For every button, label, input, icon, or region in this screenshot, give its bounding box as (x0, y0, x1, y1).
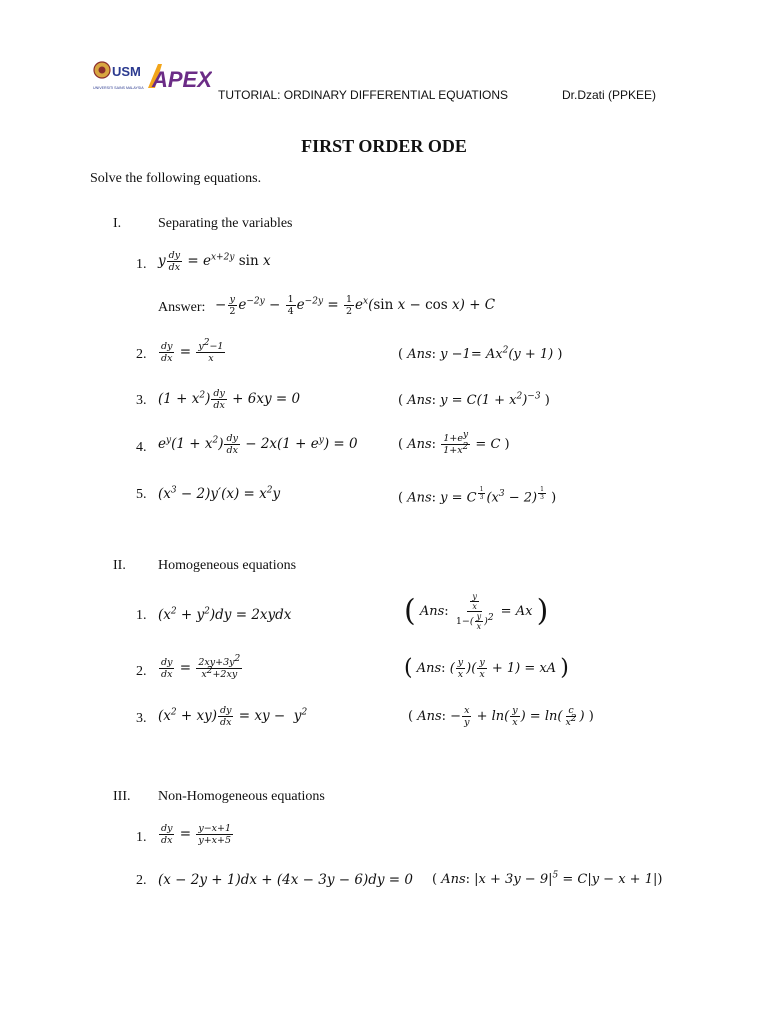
answer: − $\frac{y}{2}$ $e^{-2y}$ − $\frac{1}{4}$ $e^{-2y}$ = $\frac{1}{2}$ $e^x(\sin$ x − cos x) + C (215, 294, 496, 317)
equation: $\frac{dy}{dx}$ = $\frac{y-x+1}{y+x+5}$ (161, 823, 232, 846)
section-title: Separating the variables (158, 216, 293, 231)
equation: $(x^3 - 2)y'(x) = x^2y$ (158, 485, 281, 502)
equation: (x − 2y + 1)dx + (4x − 3y − 6)dy = 0 (158, 872, 413, 888)
section-number: I. (113, 216, 122, 231)
question-number: 1. (136, 257, 147, 272)
usm-logo (92, 56, 144, 94)
equation: $e^y(1 + x^2)$ $\frac{dy}{dx}$ − $2x(1 + e^y) = 0$ (158, 433, 358, 456)
answer: ( Ans: − $\frac{x}{y}$ + ln( $\frac{y}{x}$ ) = ln( $\frac{c}{x^2}$ ) ) (408, 705, 594, 728)
answer: ( Ans: ( $\frac{y}{x}$ )( $\frac{y}{x}$ + 1) = xA ) (404, 655, 569, 681)
page-title: FIRST ORDER ODE (301, 136, 467, 156)
question-number: 1. (136, 830, 147, 845)
question-number: 4. (136, 440, 147, 455)
section-title: Homogeneous equations (158, 558, 297, 573)
apex-logo (146, 60, 212, 92)
answer: ( Ans: $y = C(1 + x^2)^{-3}$ ) (398, 391, 550, 408)
usm-logo-subtext: UNIVERSITI SAINS MALAYSIA (93, 86, 144, 90)
equation: y $\frac{dy}{dx}$ = $e^{x+2y}$ sin x (158, 250, 271, 273)
answer: ( Ans: $\frac{1+e^y}{1+x^2}$ = C ) (398, 429, 510, 456)
equation: $\frac{dy}{dx}$ = $\frac{y^2-1}{x}$ (161, 337, 224, 364)
equation: $\frac{dy}{dx}$ = $\frac{2xy+3y^2}{x^2+2xy}$ (161, 653, 241, 680)
question-number: 5. (136, 487, 147, 502)
equation: $(x^2 + xy)$ $\frac{dy}{dx}$ = xy − $y^2$ (158, 705, 308, 728)
question-number: 2. (136, 347, 147, 362)
section-number: II. (113, 558, 126, 573)
answer: ( Ans: y = C $^{\frac{1}{3}}$ $(x^3 - 2)$ $^{\frac{1}{3}}$ ) (398, 486, 557, 506)
answer: ( Ans: $|x + 3y - 9|^5 = C|y - x + 1|$) (432, 870, 663, 887)
usm-logo-text: USM (112, 64, 141, 79)
section-title: Non-Homogeneous equations (158, 789, 325, 804)
section-number: III. (113, 789, 131, 804)
answer: ( Ans: $\frac{y}{x}$ 1−( $\frac{y}{x}$ )$^2$ = Ax ) (404, 592, 549, 631)
answer-label: Answer: (158, 300, 206, 315)
question-number: 2. (136, 873, 147, 888)
author-name: Dr.Dzati (PPKEE) (562, 88, 657, 102)
equation: $(x^2 + y^2)dy$ = 2xydx (158, 606, 292, 623)
apex-logo-text: APEX (152, 67, 212, 92)
question-number: 3. (136, 711, 147, 726)
tutorial-title: TUTORIAL: ORDINARY DIFFERENTIAL EQUATIONS (218, 88, 509, 102)
question-number: 2. (136, 664, 147, 679)
instructions: Solve the following equations. (90, 171, 262, 186)
equation: $(1 + x^2)$ $\frac{dy}{dx}$ + 6xy = 0 (158, 388, 301, 411)
question-number: 3. (136, 393, 147, 408)
question-number: 1. (136, 608, 147, 623)
answer: ( Ans: $y -1= Ax^2(y + 1)$ ) (398, 345, 563, 362)
